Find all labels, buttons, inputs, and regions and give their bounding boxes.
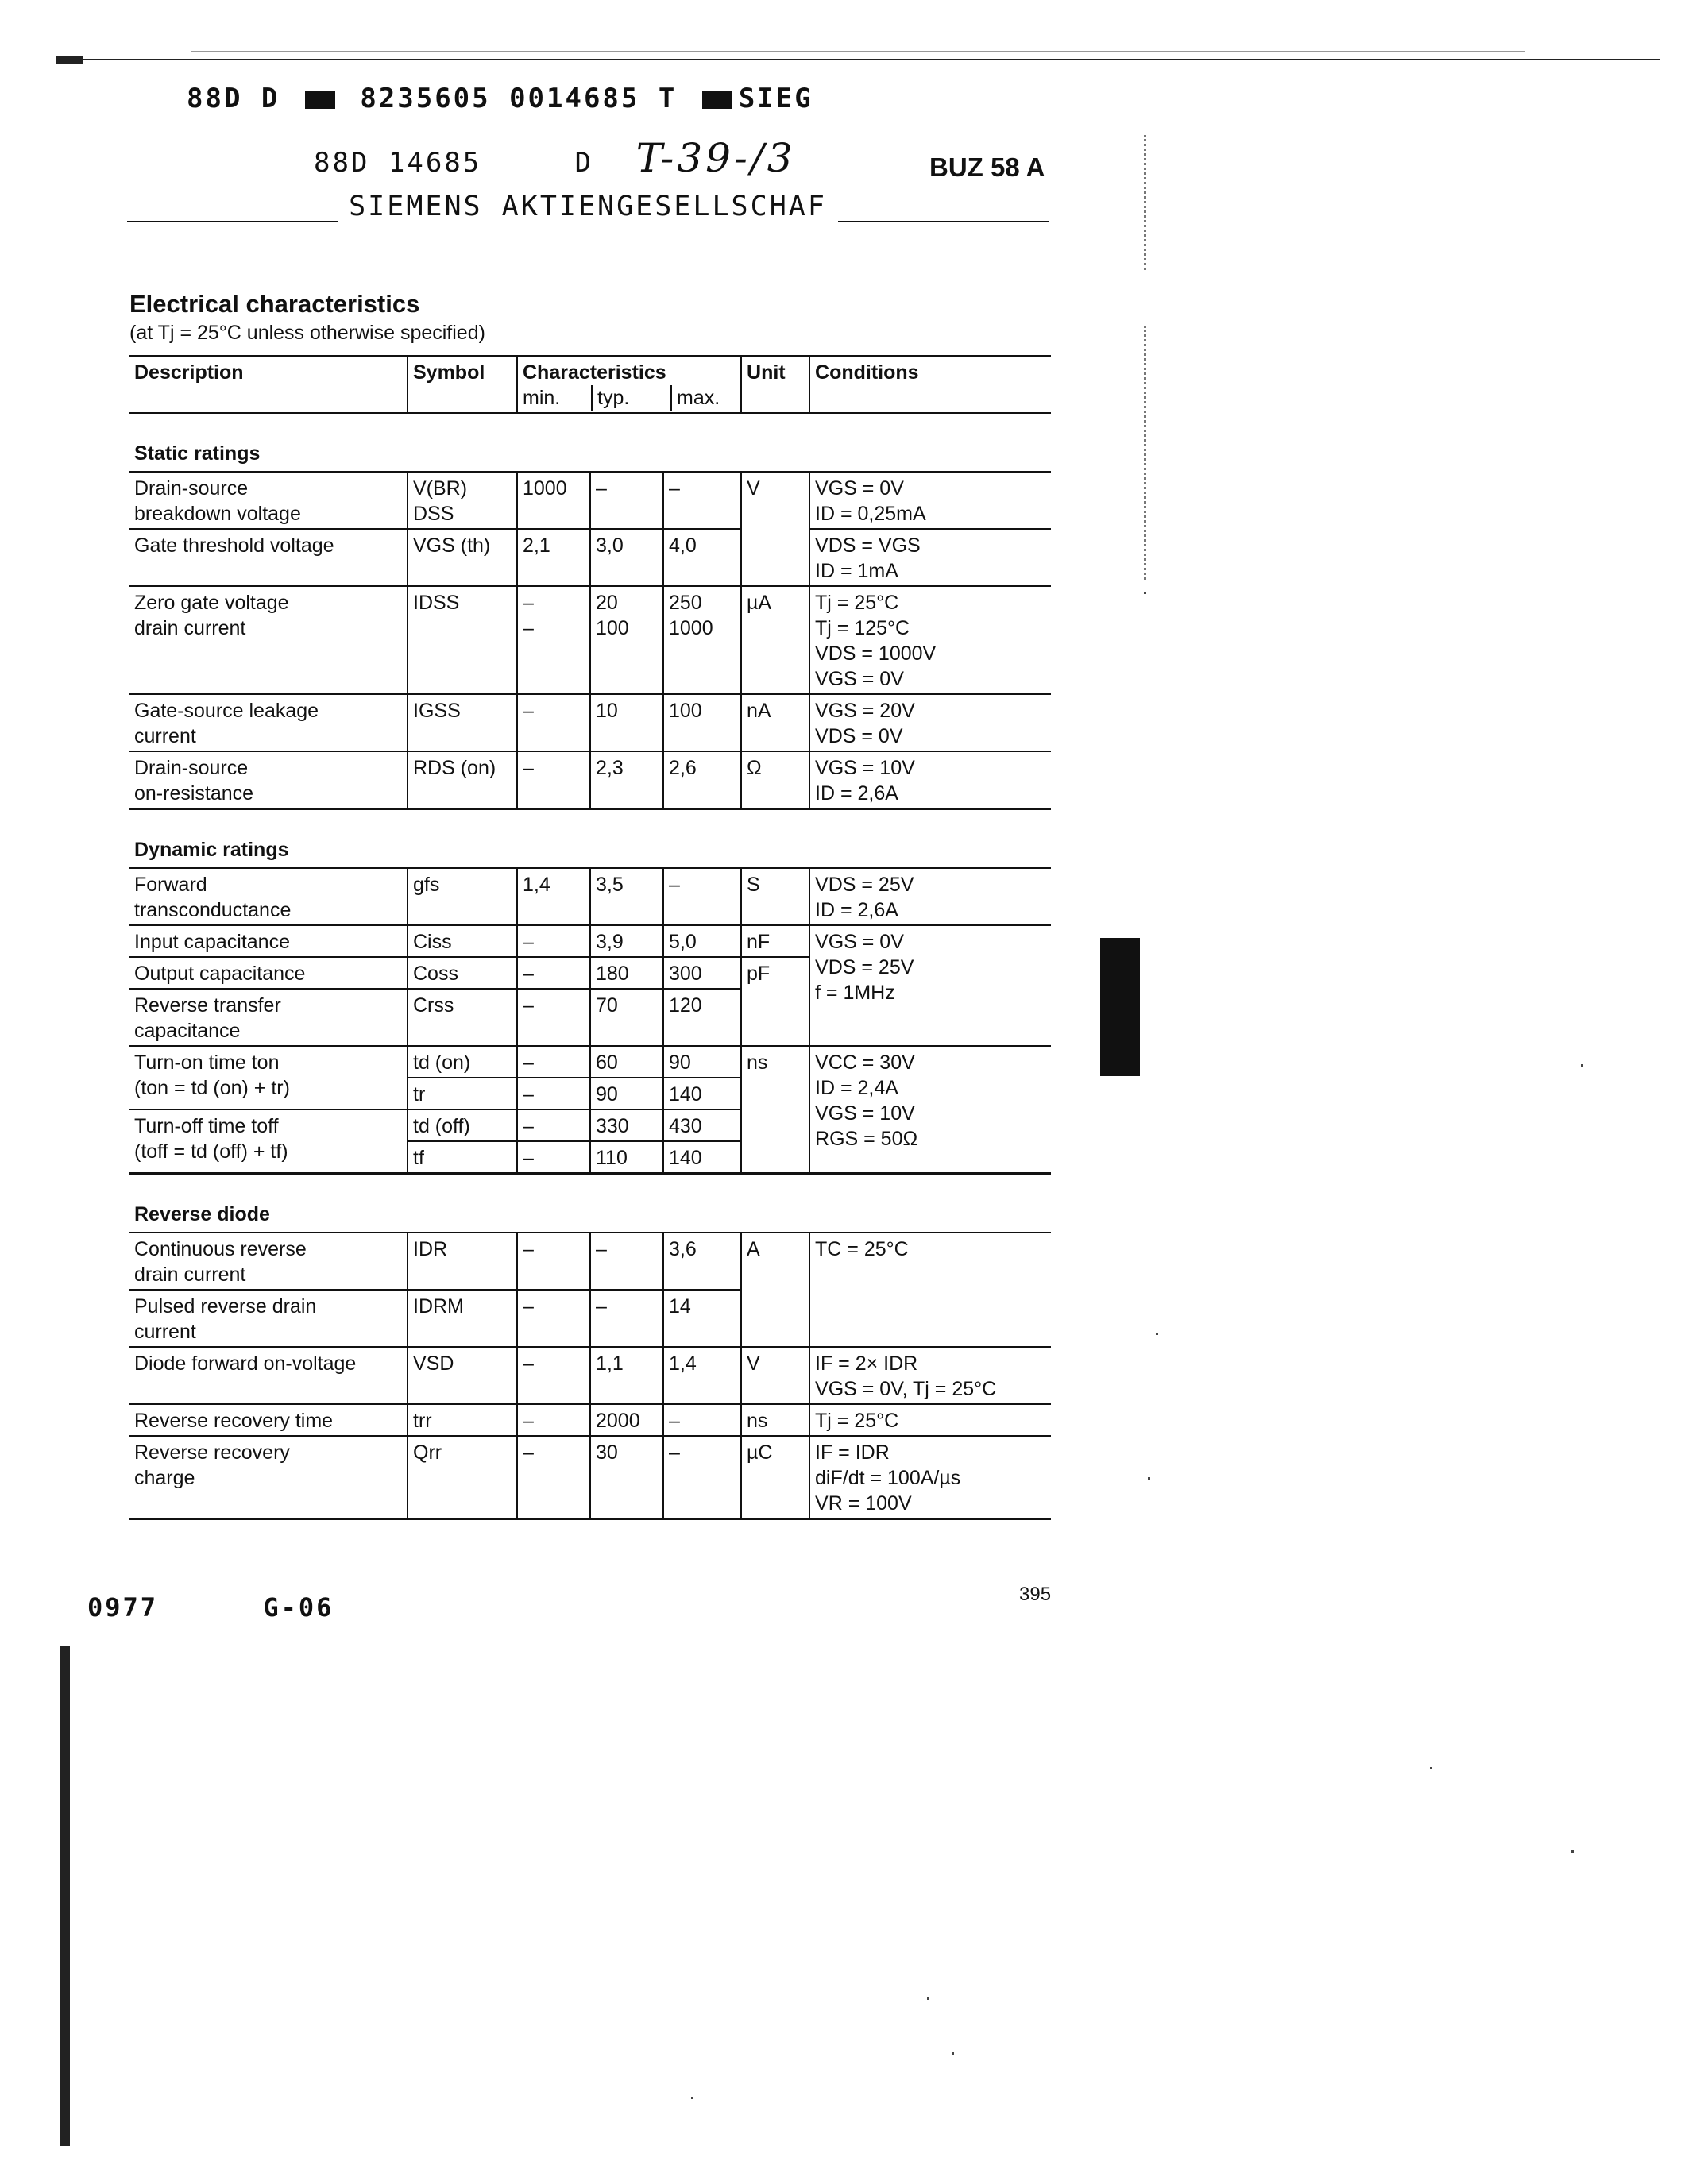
section-subtitle: (at Tj = 25°C unless otherwise specified) — [129, 322, 485, 344]
table-row — [129, 925, 1051, 957]
cell-conditions: VGS = 20V VDS = 0V — [809, 694, 1051, 751]
cell-conditions: Tj = 25°C Tj = 125°C VDS = 1000V VGS = 0V — [809, 586, 1051, 694]
cell-unit: V — [741, 1347, 809, 1404]
cell-conditions: TC = 25°C — [809, 1233, 1051, 1347]
cell-unit: nF — [741, 925, 809, 957]
cell-min: 1000 — [517, 472, 590, 529]
cell-max: 300 — [663, 957, 741, 989]
cell-max: 140 — [663, 1078, 741, 1109]
cell-max: 90 — [663, 1046, 741, 1078]
cell-max: – — [663, 1404, 741, 1436]
cell-symbol: td (on) — [408, 1046, 517, 1078]
cell-desc: Forward transconductance — [129, 868, 408, 925]
cell-unit: ns — [741, 1046, 809, 1174]
cell-desc: Input capacitance — [129, 925, 408, 957]
header-code-right: SIEG — [738, 83, 813, 114]
table-row — [129, 1046, 1051, 1078]
header-code-left: 88D D — [187, 83, 280, 114]
cell-max: 430 — [663, 1109, 741, 1141]
cell-max: – — [663, 868, 741, 925]
cell-min: – — [517, 925, 590, 957]
cell-typ: 20 100 — [590, 586, 663, 694]
scan-edge-strip — [60, 1646, 70, 2146]
cell-typ: 2,3 — [590, 751, 663, 809]
cell-min: 1,4 — [517, 868, 590, 925]
cell-unit: V — [741, 472, 809, 529]
cell-min: – — [517, 1141, 590, 1174]
cell-max: 140 — [663, 1141, 741, 1174]
cell-typ: 60 — [590, 1046, 663, 1078]
cell-typ: – — [590, 1290, 663, 1347]
cell-unit: nA — [741, 694, 809, 751]
scan-speck — [927, 1997, 929, 2000]
cell-symbol: tr — [408, 1078, 517, 1109]
cell-conditions: VGS = 0V ID = 0,25mA — [809, 472, 1051, 529]
cell-min: – — [517, 957, 590, 989]
cell-typ: 70 — [590, 989, 663, 1046]
part-number: BUZ 58 A — [929, 152, 1045, 182]
header-d: D — [574, 147, 594, 179]
cell-desc: Turn-off time toff (toff = td (off) + tf) — [129, 1109, 408, 1174]
cell-desc: Drain-source on-resistance — [129, 751, 408, 809]
cell-typ: 10 — [590, 694, 663, 751]
cell-conditions: VCC = 30V ID = 2,4A VGS = 10V RGS = 50Ω — [809, 1046, 1051, 1174]
cell-desc: Pulsed reverse drain current — [129, 1290, 408, 1347]
dynamic-ratings-title: Dynamic ratings — [134, 839, 289, 861]
cell-desc: Diode forward on-voltage — [129, 1347, 408, 1404]
cell-unit — [741, 529, 809, 586]
cell-symbol: Coss — [408, 957, 517, 989]
cell-conditions: VDS = VGS ID = 1mA — [809, 529, 1051, 586]
header-characteristics — [517, 356, 741, 413]
cell-min: – — [517, 1046, 590, 1078]
page-number: 395 — [1019, 1584, 1052, 1605]
company-line — [127, 191, 1049, 222]
header-line-1 — [187, 83, 813, 114]
cell-min: – — [517, 1233, 590, 1290]
scan-speck — [1156, 1333, 1158, 1335]
cell-max: 4,0 — [663, 529, 741, 586]
cell-symbol: VSD — [408, 1347, 517, 1404]
cell-min: – – — [517, 586, 590, 694]
cell-max: 2,6 — [663, 751, 741, 809]
cell-conditions: VGS = 0V VDS = 25V f = 1MHz — [809, 925, 1051, 1046]
cell-symbol: Ciss — [408, 925, 517, 957]
cell-desc: Gate threshold voltage — [129, 529, 408, 586]
cell-typ: 330 — [590, 1109, 663, 1141]
cell-typ: 30 — [590, 1436, 663, 1519]
cell-desc: Gate-source leakage current — [129, 694, 408, 751]
cell-min: – — [517, 1078, 590, 1109]
scan-dots — [1144, 135, 1149, 270]
cell-min: – — [517, 1436, 590, 1519]
rule-left — [127, 191, 338, 222]
cell-typ: 180 — [590, 957, 663, 989]
footer-code-2: G-06 — [263, 1592, 334, 1623]
cell-typ: 3,9 — [590, 925, 663, 957]
header-characteristics-label: Characteristics — [523, 361, 666, 384]
cell-typ: – — [590, 1233, 663, 1290]
cell-max: 5,0 — [663, 925, 741, 957]
redaction-block — [305, 91, 335, 109]
scan-speck — [952, 2052, 954, 2055]
cell-min: – — [517, 989, 590, 1046]
scan-speck — [1581, 1064, 1583, 1067]
table-row — [129, 1233, 1051, 1290]
company-name: SIEMENS AKTIENGESELLSCHAF — [349, 191, 827, 222]
cell-desc: Output capacitance — [129, 957, 408, 989]
cell-min: – — [517, 1404, 590, 1436]
rule-right — [838, 191, 1049, 222]
cell-typ: 90 — [590, 1078, 663, 1109]
scan-dots — [1144, 326, 1149, 580]
header-line-2 — [314, 135, 796, 181]
table-row — [129, 1436, 1051, 1519]
cell-unit: A — [741, 1233, 809, 1347]
cell-symbol: Crss — [408, 989, 517, 1046]
scan-speck — [1430, 1767, 1432, 1769]
cell-symbol: tf — [408, 1141, 517, 1174]
header-min: min. — [523, 387, 561, 409]
scan-rule — [56, 59, 1660, 60]
cell-max: 100 — [663, 694, 741, 751]
cell-symbol: gfs — [408, 868, 517, 925]
cell-typ: 110 — [590, 1141, 663, 1174]
cell-desc: Reverse transfer capacitance — [129, 989, 408, 1046]
table-row — [129, 751, 1051, 809]
scan-speck — [1144, 592, 1146, 594]
static-ratings-title: Static ratings — [134, 442, 261, 465]
characteristics-table — [129, 355, 1051, 1520]
table-row — [129, 1404, 1051, 1436]
header-max: max. — [670, 385, 720, 411]
section-title: Electrical characteristics — [129, 290, 420, 318]
cell-conditions: VDS = 25V ID = 2,6A — [809, 868, 1051, 925]
cell-typ: 2000 — [590, 1404, 663, 1436]
cell-typ: 1,1 — [590, 1347, 663, 1404]
cell-unit: S — [741, 868, 809, 925]
cell-symbol: VGS (th) — [408, 529, 517, 586]
cell-symbol: RDS (on) — [408, 751, 517, 809]
handwritten-annotation: T-39-/3 — [635, 135, 796, 181]
header-conditions: Conditions — [809, 356, 1051, 413]
header-typ: typ. — [591, 385, 670, 411]
table-row — [129, 529, 1051, 586]
cell-symbol: IDSS — [408, 586, 517, 694]
cell-min: – — [517, 694, 590, 751]
cell-unit: µC — [741, 1436, 809, 1519]
cell-max: – — [663, 472, 741, 529]
header-code-2: 88D 14685 — [314, 147, 482, 179]
header-code-mid: 8235605 0014685 T — [360, 83, 678, 114]
cell-min: 2,1 — [517, 529, 590, 586]
cell-max: – — [663, 1436, 741, 1519]
footer-code-1: 0977 — [87, 1592, 159, 1623]
table-row — [129, 1347, 1051, 1404]
cell-desc: Drain-source breakdown voltage — [129, 472, 408, 529]
thumb-index-bar — [1100, 938, 1140, 1076]
cell-symbol: V(BR) DSS — [408, 472, 517, 529]
cell-symbol: trr — [408, 1404, 517, 1436]
cell-symbol: td (off) — [408, 1109, 517, 1141]
cell-conditions: VGS = 10V ID = 2,6A — [809, 751, 1051, 809]
table-row — [129, 868, 1051, 925]
cell-symbol: IGSS — [408, 694, 517, 751]
table-row — [129, 586, 1051, 694]
cell-typ: – — [590, 472, 663, 529]
cell-desc: Turn-on time ton (ton = td (on) + tr) — [129, 1046, 408, 1109]
header-unit: Unit — [741, 356, 809, 413]
scan-mark — [56, 56, 83, 64]
cell-conditions: Tj = 25°C — [809, 1404, 1051, 1436]
scan-speck — [1571, 1850, 1574, 1853]
header-description: Description — [129, 356, 408, 413]
cell-conditions: IF = 2× IDR VGS = 0V, Tj = 25°C — [809, 1347, 1051, 1404]
cell-desc: Reverse recovery charge — [129, 1436, 408, 1519]
cell-min: – — [517, 1347, 590, 1404]
cell-max: 3,6 — [663, 1233, 741, 1290]
cell-max: 120 — [663, 989, 741, 1046]
reverse-diode-title: Reverse diode — [134, 1203, 270, 1225]
cell-typ: 3,0 — [590, 529, 663, 586]
redaction-block — [702, 91, 732, 109]
cell-max: 250 1000 — [663, 586, 741, 694]
table-row — [129, 694, 1051, 751]
scan-rule-thin — [191, 51, 1525, 52]
cell-desc: Zero gate voltage drain current — [129, 586, 408, 694]
cell-conditions: IF = IDR diF/dt = 100A/µs VR = 100V — [809, 1436, 1051, 1519]
footer-codes — [87, 1592, 334, 1623]
cell-unit: pF — [741, 957, 809, 1046]
table-row — [129, 472, 1051, 529]
cell-unit: µA — [741, 586, 809, 694]
cell-unit: ns — [741, 1404, 809, 1436]
cell-symbol: IDRM — [408, 1290, 517, 1347]
cell-max: 1,4 — [663, 1347, 741, 1404]
cell-desc: Continuous reverse drain current — [129, 1233, 408, 1290]
cell-typ: 3,5 — [590, 868, 663, 925]
cell-min: – — [517, 751, 590, 809]
scan-speck — [1148, 1477, 1150, 1480]
cell-min: – — [517, 1109, 590, 1141]
cell-symbol: IDR — [408, 1233, 517, 1290]
cell-min: – — [517, 1290, 590, 1347]
cell-symbol: Qrr — [408, 1436, 517, 1519]
cell-max: 14 — [663, 1290, 741, 1347]
header-symbol: Symbol — [408, 356, 517, 413]
cell-unit: Ω — [741, 751, 809, 809]
scan-speck — [691, 2097, 693, 2099]
cell-desc: Reverse recovery time — [129, 1404, 408, 1436]
